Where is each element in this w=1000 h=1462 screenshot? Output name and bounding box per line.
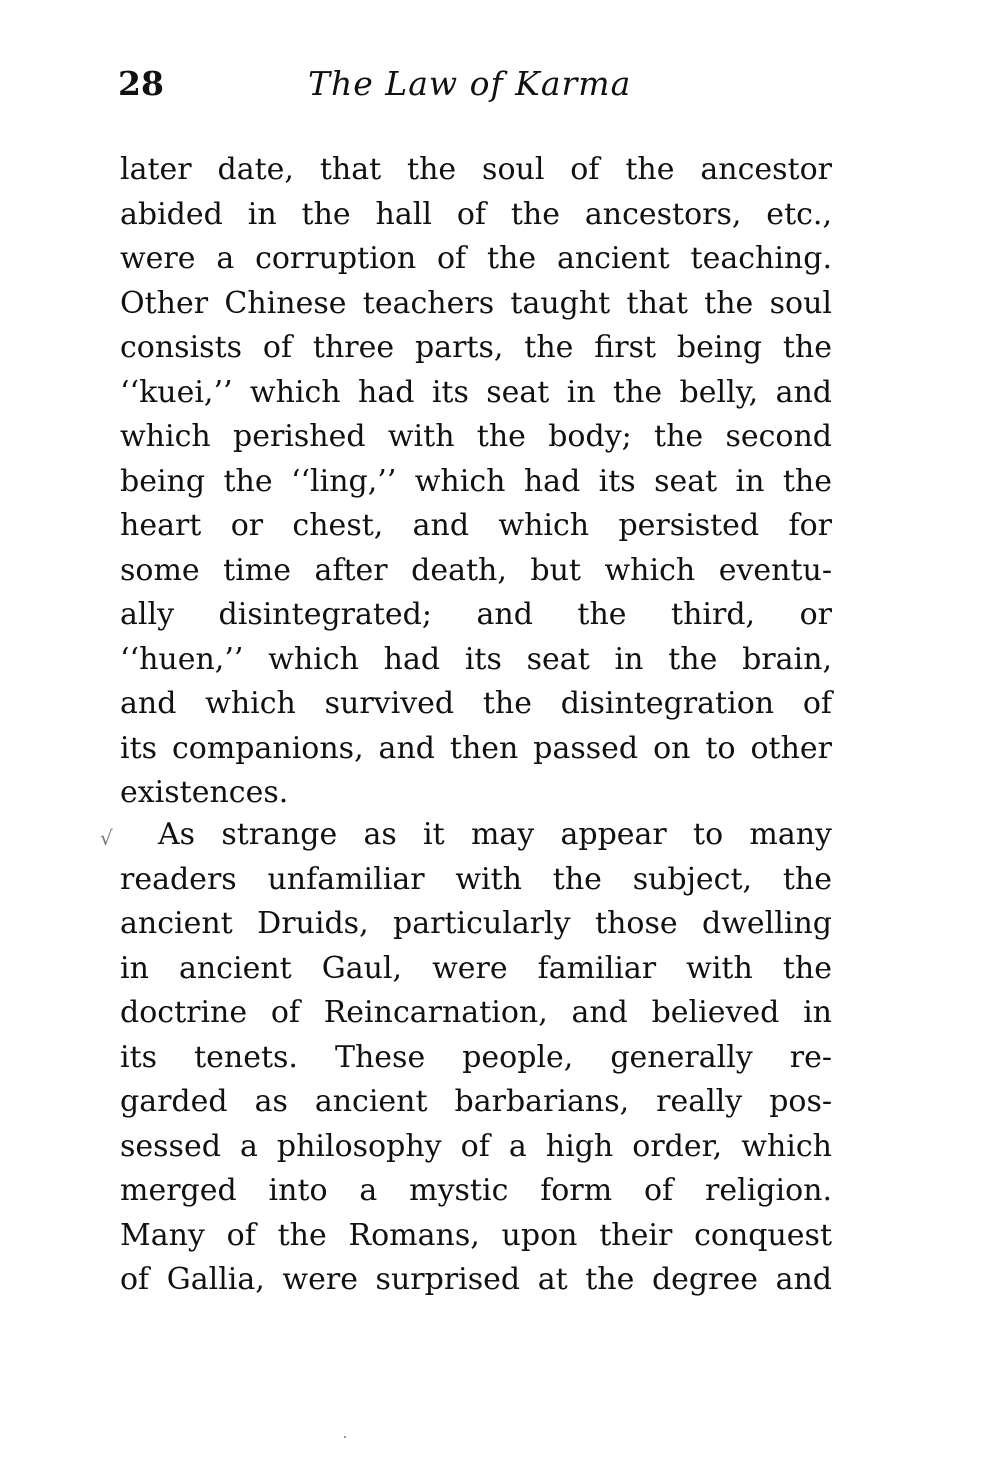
text-line: readers unfamiliar with the subject, the — [120, 861, 832, 897]
margin-check-mark: √ — [100, 826, 113, 850]
text-line: later date, that the soul of the ancestor — [120, 152, 832, 187]
book-title: The Law of Karma — [308, 64, 632, 103]
text-line: abided in the hall of the ancestors, etc., — [120, 196, 832, 232]
text-line: As strange as it may appear to many — [158, 817, 832, 852]
paper-speck — [344, 1436, 346, 1438]
text-line: Many of the Romans, upon their conquest — [120, 1217, 832, 1253]
text-line: existences. — [120, 775, 289, 810]
paragraph-2 — [120, 813, 832, 1303]
text-line: were a corruption of the ancient teaching. — [120, 241, 832, 276]
text-line: consists of three parts, the first being the — [120, 330, 832, 365]
text-line: being the ‘‘ling,’’ which had its seat in the — [120, 463, 832, 499]
paragraph-1 — [120, 148, 832, 816]
text-line: sessed a philosophy of a high order, which — [120, 1128, 832, 1164]
text-line: some time after death, but which eventu- — [120, 552, 832, 588]
text-line: in ancient Gaul, were familiar with the — [120, 950, 832, 986]
text-line: ‘‘huen,’’ which had its seat in the brain, — [120, 641, 832, 677]
text-line: its tenets. These people, generally re- — [120, 1039, 832, 1075]
text-line: Other Chinese teachers taught that the soul — [120, 285, 832, 321]
page-number: 28 — [118, 64, 164, 103]
text-line: of Gallia, were surprised at the degree and — [120, 1262, 832, 1297]
text-line: doctrine of Reincarnation, and believed in — [120, 995, 832, 1030]
text-line: and which survived the disintegration of — [120, 686, 832, 721]
text-line: heart or chest, and which persisted for — [120, 508, 832, 543]
text-line: ancient Druids, particularly those dwelling — [120, 906, 832, 941]
text-line: its companions, and then passed on to other — [120, 730, 832, 766]
text-line: which perished with the body; the second — [120, 419, 832, 454]
text-line: merged into a mystic form of religion. — [120, 1173, 832, 1208]
running-header — [118, 62, 838, 106]
text-line: ally disintegrated; and the third, or — [120, 597, 832, 632]
text-line: ‘‘kuei,’’ which had its seat in the belly, and — [120, 374, 832, 410]
text-line: garded as ancient barbarians, really pos- — [120, 1084, 832, 1119]
